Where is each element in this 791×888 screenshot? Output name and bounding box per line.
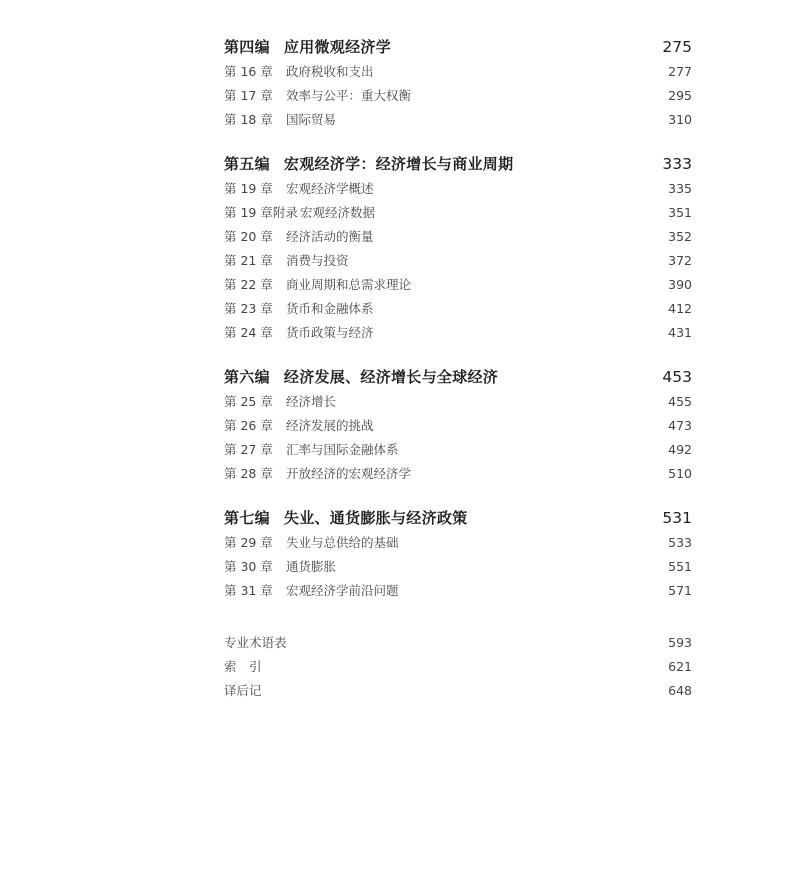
part-name: 应用微观经济学 bbox=[283, 38, 392, 56]
chapter-entry[interactable] bbox=[224, 251, 692, 275]
chapter-page-number: 571 bbox=[668, 583, 692, 598]
part-title bbox=[224, 366, 498, 387]
part-section bbox=[224, 507, 692, 605]
chapter-page-number: 352 bbox=[668, 229, 692, 244]
part-page-number: 453 bbox=[662, 368, 692, 386]
chapter-number: 第 28 章 bbox=[224, 466, 273, 481]
part-name: 经济发展、经济增长与全球经济 bbox=[283, 368, 499, 386]
part-number: 第四编 bbox=[224, 38, 270, 56]
chapter-entry[interactable] bbox=[224, 86, 692, 110]
chapter-entry[interactable] bbox=[224, 557, 692, 581]
chapter-number: 第 19 章 bbox=[224, 181, 273, 196]
chapter-title: 宏观经济数据 bbox=[300, 205, 376, 220]
chapter-title: 国际贸易 bbox=[286, 112, 337, 127]
chapter-page-number: 551 bbox=[668, 559, 692, 574]
chapter-entry[interactable] bbox=[224, 533, 692, 557]
chapter-title: 消费与投资 bbox=[286, 253, 349, 268]
chapter-entry[interactable] bbox=[224, 392, 692, 416]
chapter-number: 第 17 章 bbox=[224, 88, 273, 103]
chapter-number: 第 20 章 bbox=[224, 229, 273, 244]
chapter-page-number: 351 bbox=[668, 205, 692, 220]
chapter-number: 第 16 章 bbox=[224, 64, 273, 79]
back-matter-entry[interactable] bbox=[224, 633, 692, 657]
chapter-number: 第 27 章 bbox=[224, 442, 273, 457]
part-number: 第五编 bbox=[224, 155, 270, 173]
back-matter-entry[interactable] bbox=[224, 681, 692, 705]
chapter-number: 第 23 章 bbox=[224, 301, 273, 316]
chapter-entry[interactable] bbox=[224, 275, 692, 299]
chapter-number: 第 31 章 bbox=[224, 583, 273, 598]
back-matter-page-number: 621 bbox=[668, 659, 692, 674]
chapter-page-number: 335 bbox=[668, 181, 692, 196]
chapter-title: 经济增长 bbox=[286, 394, 337, 409]
chapter-page-number: 455 bbox=[668, 394, 692, 409]
chapter-entry[interactable] bbox=[224, 416, 692, 440]
back-matter bbox=[224, 633, 692, 705]
part-title bbox=[224, 153, 513, 174]
chapter-title: 汇率与国际金融体系 bbox=[286, 442, 399, 457]
chapter-page-number: 412 bbox=[668, 301, 692, 316]
chapter-title: 货币政策与经济 bbox=[286, 325, 374, 340]
chapter-title: 货币和金融体系 bbox=[286, 301, 374, 316]
part-page-number: 275 bbox=[662, 38, 692, 56]
chapter-number: 第 22 章 bbox=[224, 277, 273, 292]
chapter-entry[interactable] bbox=[224, 227, 692, 251]
back-matter-entry[interactable] bbox=[224, 657, 692, 681]
chapter-entry[interactable] bbox=[224, 179, 692, 203]
chapter-page-number: 372 bbox=[668, 253, 692, 268]
part-name: 宏观经济学：经济增长与商业周期 bbox=[283, 155, 514, 173]
chapter-number: 第 21 章 bbox=[224, 253, 273, 268]
part-number: 第六编 bbox=[224, 368, 270, 386]
chapter-page-number: 473 bbox=[668, 418, 692, 433]
chapter-number: 第 30 章 bbox=[224, 559, 273, 574]
chapter-number: 第 29 章 bbox=[224, 535, 273, 550]
part-section bbox=[224, 366, 692, 488]
chapter-number: 第 26 章 bbox=[224, 418, 273, 433]
chapter-title: 效率与公平：重大权衡 bbox=[286, 88, 412, 103]
chapter-title: 宏观经济学前沿问题 bbox=[286, 583, 399, 598]
chapter-entry[interactable] bbox=[224, 323, 692, 347]
chapter-page-number: 295 bbox=[668, 88, 692, 103]
chapter-entry[interactable] bbox=[224, 62, 692, 86]
part-section bbox=[224, 36, 692, 134]
chapter-title: 经济发展的挑战 bbox=[286, 418, 374, 433]
part-heading[interactable] bbox=[224, 507, 692, 532]
chapter-title: 宏观经济学概述 bbox=[286, 181, 374, 196]
part-title bbox=[224, 36, 391, 57]
chapter-entry[interactable] bbox=[224, 203, 692, 227]
chapter-entry[interactable] bbox=[224, 299, 692, 323]
chapter-page-number: 510 bbox=[668, 466, 692, 481]
back-matter-page-number: 593 bbox=[668, 635, 692, 650]
chapter-title: 政府税收和支出 bbox=[286, 64, 374, 79]
part-heading[interactable] bbox=[224, 366, 692, 391]
chapter-number: 第 25 章 bbox=[224, 394, 273, 409]
chapter-title: 失业与总供给的基础 bbox=[286, 535, 399, 550]
part-page-number: 333 bbox=[662, 155, 692, 173]
chapter-title: 商业周期和总需求理论 bbox=[286, 277, 412, 292]
chapter-page-number: 492 bbox=[668, 442, 692, 457]
chapter-number: 第 19 章附录 bbox=[224, 205, 298, 220]
part-section bbox=[224, 153, 692, 347]
part-title bbox=[224, 507, 468, 528]
back-matter-title: 译后记 bbox=[224, 683, 262, 698]
part-name: 失业、通货膨胀与经济政策 bbox=[283, 509, 468, 527]
part-number: 第七编 bbox=[224, 509, 270, 527]
chapter-entry[interactable] bbox=[224, 110, 692, 134]
chapter-entry[interactable] bbox=[224, 440, 692, 464]
chapter-title: 开放经济的宏观经济学 bbox=[286, 466, 412, 481]
chapter-title: 通货膨胀 bbox=[286, 559, 337, 574]
back-matter-title: 专业术语表 bbox=[224, 635, 287, 650]
part-page-number: 531 bbox=[662, 509, 692, 527]
chapter-title: 经济活动的衡量 bbox=[286, 229, 374, 244]
chapter-page-number: 310 bbox=[668, 112, 692, 127]
table-of-contents bbox=[224, 36, 692, 705]
chapter-entry[interactable] bbox=[224, 581, 692, 605]
chapter-page-number: 533 bbox=[668, 535, 692, 550]
part-heading[interactable] bbox=[224, 153, 692, 178]
chapter-entry[interactable] bbox=[224, 464, 692, 488]
chapter-page-number: 390 bbox=[668, 277, 692, 292]
back-matter-page-number: 648 bbox=[668, 683, 692, 698]
part-heading[interactable] bbox=[224, 36, 692, 61]
chapter-page-number: 277 bbox=[668, 64, 692, 79]
chapter-number: 第 24 章 bbox=[224, 325, 273, 340]
back-matter-title: 索 引 bbox=[224, 659, 262, 674]
chapter-page-number: 431 bbox=[668, 325, 692, 340]
chapter-number: 第 18 章 bbox=[224, 112, 273, 127]
